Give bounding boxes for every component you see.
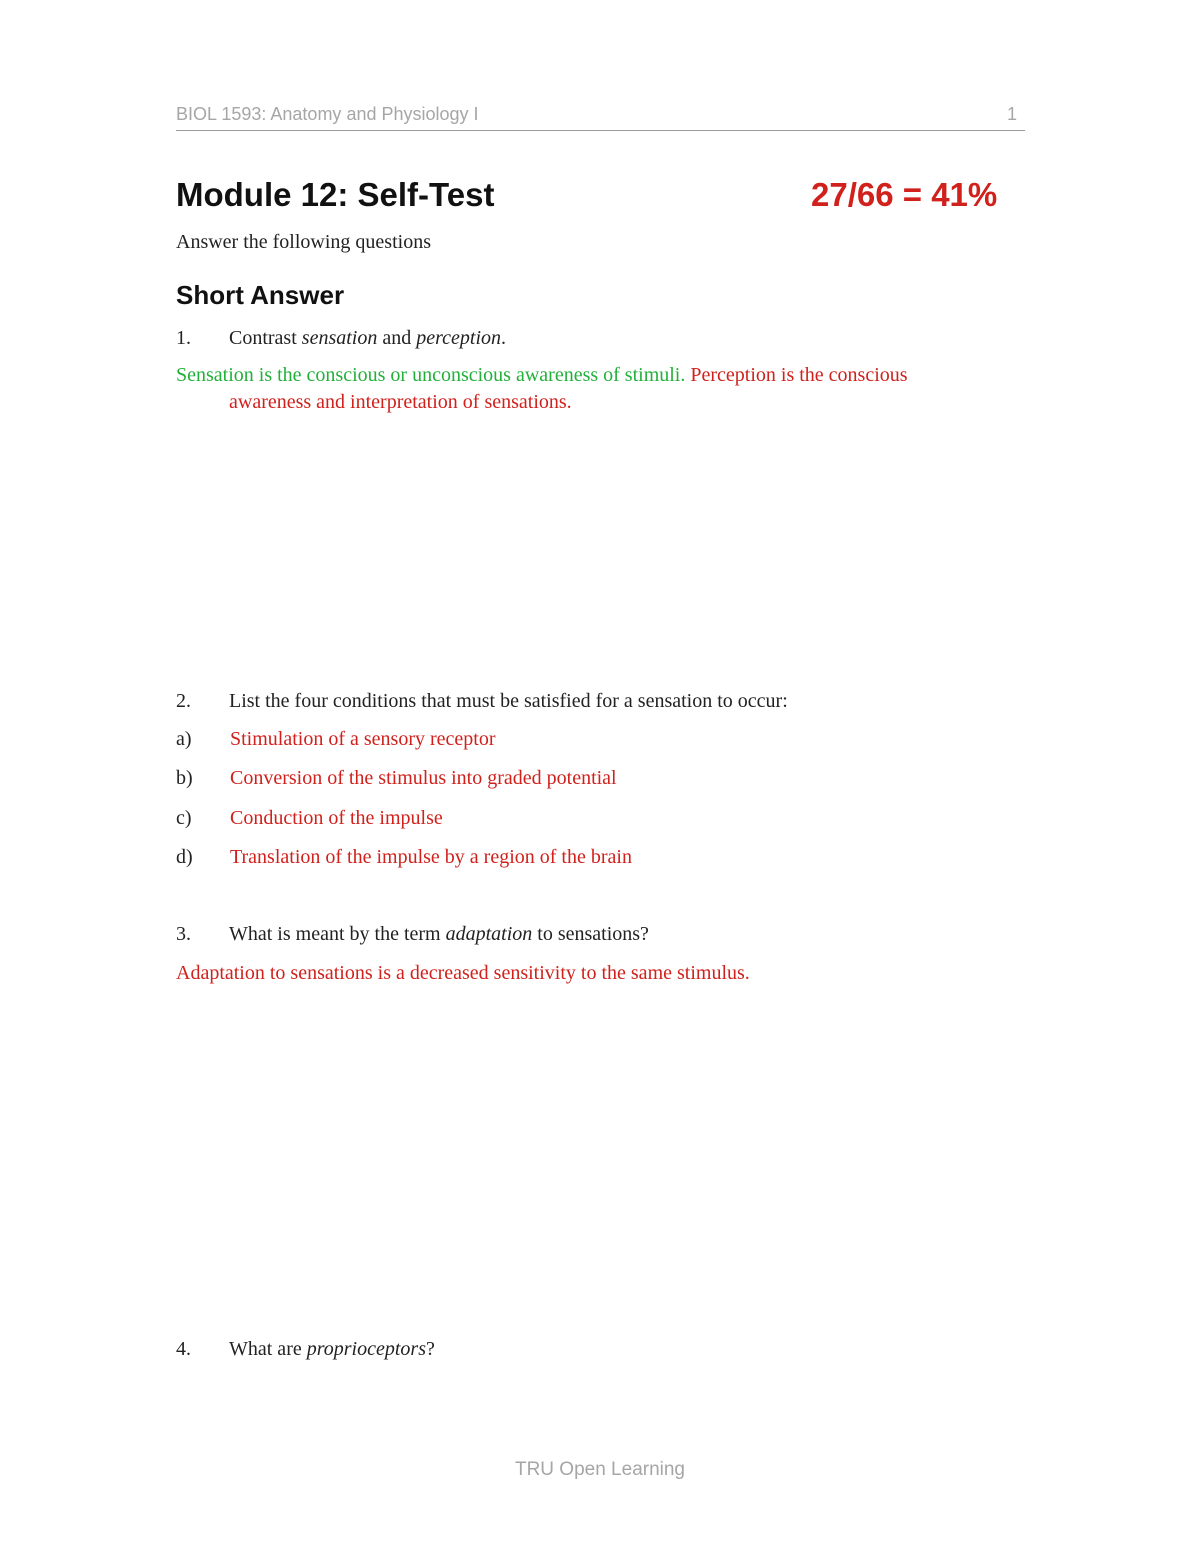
course-title: BIOL 1593: Anatomy and Physiology I [176, 104, 479, 124]
item-answer-text: Translation of the impulse by a region of the brain [230, 846, 632, 868]
item-letter: b) [176, 767, 193, 789]
answer-3 [176, 960, 750, 987]
page-number: 1 [1006, 104, 1017, 124]
instructions-text: Answer the following questions [176, 231, 431, 253]
item-answer-text: Conversion of the stimulus into graded potential [230, 767, 617, 789]
answer-incorrect-text: Adaptation to sensations is a decreased sensitivity to the same stimulus. [176, 962, 750, 984]
item-letter: d) [176, 846, 193, 868]
item-letter: c) [176, 807, 192, 829]
module-title: Module 12: Self-Test [176, 176, 495, 213]
question-text-part: What is meant by the term [229, 923, 446, 945]
answer-correct-text: Sensation is the conscious or unconscious awareness of stimuli. [176, 364, 686, 386]
item-letter: a) [176, 728, 192, 750]
question-text: List the four conditions that must be satisfied for a sensation to occur: [229, 690, 788, 712]
question-text-part: ? [426, 1338, 435, 1360]
question-text-part: Contrast [229, 327, 302, 349]
page-footer: TRU Open Learning [514, 1459, 686, 1480]
question-text-part: to sensations? [532, 923, 649, 945]
page-header [176, 104, 1025, 131]
question-number: 1. [176, 327, 191, 349]
question-text [229, 923, 649, 946]
question-text-part: . [501, 327, 507, 349]
emphasis-term: perception [416, 327, 502, 349]
emphasis-term: proprioceptors [306, 1338, 426, 1360]
question-text-part: and [377, 327, 417, 349]
item-answer-text: Conduction of the impulse [230, 807, 443, 829]
emphasis-term: adaptation [445, 923, 533, 945]
answer-incorrect-text: Perception is the conscious [685, 364, 908, 386]
answer-1 [176, 362, 1016, 416]
answer-incorrect-text: awareness and interpretation of sensations. [229, 391, 572, 413]
question-text [229, 1338, 435, 1361]
section-heading: Short Answer [176, 280, 345, 310]
question-text [229, 327, 506, 350]
question-text-part: What are [229, 1338, 307, 1360]
question-number: 4. [176, 1338, 191, 1360]
score-label: 27/66 = 41% [811, 176, 998, 213]
question-number: 3. [176, 923, 191, 945]
question-number: 2. [176, 690, 191, 712]
emphasis-term: sensation [301, 327, 378, 349]
item-answer-text: Stimulation of a sensory receptor [230, 728, 496, 750]
